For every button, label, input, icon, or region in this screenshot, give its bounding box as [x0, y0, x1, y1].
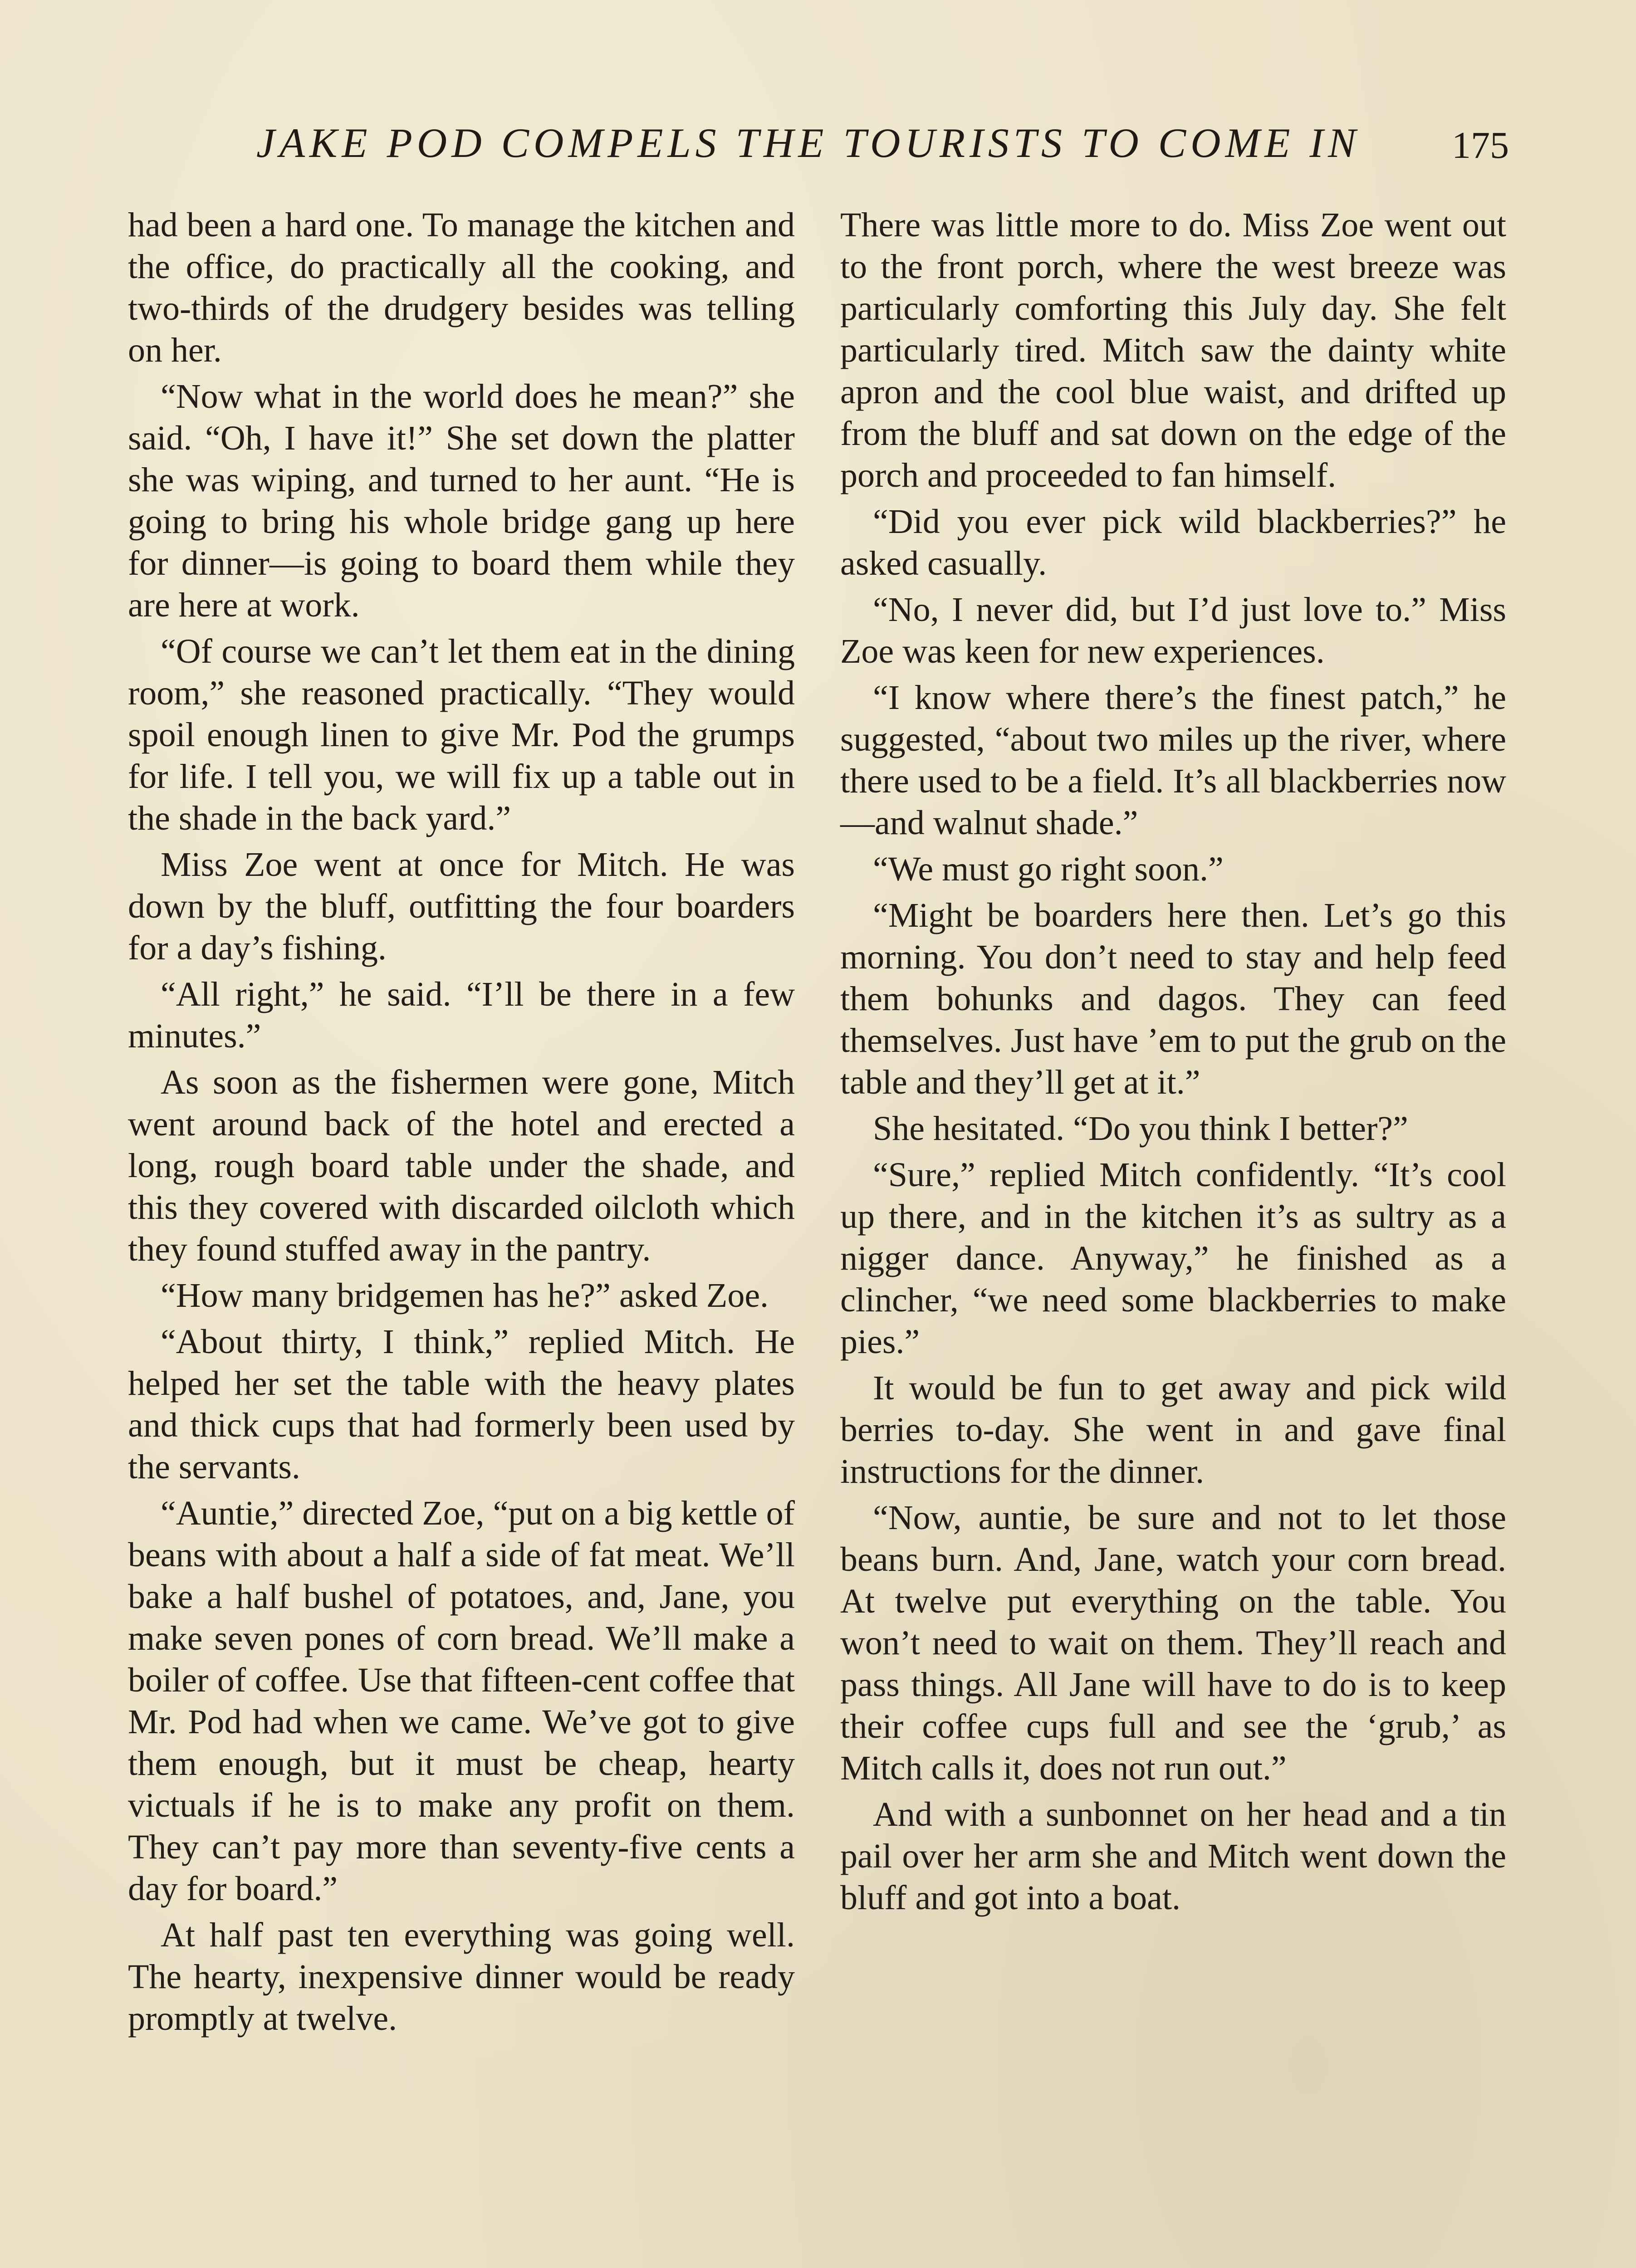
- running-head: JAKE POD COMPELS THE TOURISTS TO COME IN: [256, 120, 1361, 166]
- paragraph: Miss Zoe went at once for Mitch. He was down by the bluff, outfitting the four boarders for a day’s fishing.: [128, 846, 795, 967]
- paragraph: “How many bridgemen has he?” asked Zoe.: [161, 1276, 769, 1315]
- paragraph: “Now, auntie, be sure and not to let those beans burn. And, Jane, watch your corn bread. At twelve put everything on the table. You won’t need to wait on them. They’ll reach and pass things. All Jane will have to do is to keep their coffee cups full and see the ‘grub,’ as Mitch calls it, does not run out.”: [840, 1499, 1506, 1787]
- paragraph: “About thirty, I think,” replied Mitch. He helped her set the table with the heavy plates and thick cups that had formerly been used by the servants.: [128, 1323, 795, 1486]
- left-column: [128, 204, 795, 2044]
- paragraph: There was little more to do. Miss Zoe went out to the front porch, where the west breeze was particularly comforting this July day. She felt particularly tired. Mitch saw the dainty white apron and the cool blue waist, and drifted up from the bluff and sat down on the edge of the porch and proceeded to fan himself.: [840, 206, 1506, 494]
- paragraph: “No, I never did, but I’d just love to.” Miss Zoe was keen for new experiences.: [840, 591, 1506, 670]
- paragraph: “Sure,” replied Mitch confidently. “It’s cool up there, and in the kitchen it’s as sultry as a nigger dance. Anyway,” he finished as a clincher, “we need some blackberries to make pies.”: [840, 1156, 1506, 1361]
- paragraph: “Of course we can’t let them eat in the dining room,” she reasoned practically. “They would spoil enough linen to give Mr. Pod the grumps for life. I tell you, we will fix up a table out in the shade in the back yard.”: [128, 632, 795, 837]
- paragraph: “All right,” he said. “I’ll be there in a few minutes.”: [128, 975, 795, 1055]
- paragraph: As soon as the fishermen were gone, Mitch went around back of the hotel and erected a long, rough board table under the shade, and this they covered with discarded oilcloth which they found stuffed away in the pantry.: [128, 1063, 795, 1268]
- paragraph: “Did you ever pick wild blackberries?” he asked casually.: [840, 503, 1506, 582]
- paragraph: “Might be boarders here then. Let’s go this morning. You don’t need to stay and help feed them bohunks and dagos. They can feed themselves. Just have ’em to put the grub on the table and they’ll get at it.”: [840, 896, 1506, 1101]
- paragraph: had been a hard one. To manage the kitchen and the office, do practically all the cooking, and two-thirds of the drudgery besides was telling on her.: [128, 206, 795, 369]
- paragraph: It would be fun to get away and pick wild berries to-day. She went in and gave final instructions for the dinner.: [840, 1369, 1506, 1491]
- paragraph: “We must go right soon.”: [873, 850, 1224, 888]
- right-column: [840, 204, 1506, 1923]
- page-number: 175: [1452, 124, 1509, 166]
- paragraph: And with a sunbonnet on her head and a tin pail over her arm she and Mitch went down the bluff and got into a boat.: [840, 1795, 1506, 1917]
- paragraph: At half past ten everything was going well. The hearty, inexpensive dinner would be ready promptly at twelve.: [128, 1916, 795, 2038]
- paragraph: “Now what in the world does he mean?” she said. “Oh, I have it!” She set down the platter she was wiping, and turned to her aunt. “He is going to bring his whole bridge gang up here for dinner—is going to board them while they are here at work.: [128, 377, 795, 624]
- paragraph: “I know where there’s the finest patch,” he suggested, “about two miles up the river, where there used to be a field. It’s all blackberries now—and walnut shade.”: [840, 679, 1506, 842]
- paragraph: She hesitated. “Do you think I better?”: [873, 1110, 1408, 1148]
- paragraph: “Auntie,” directed Zoe, “put on a big kettle of beans with about a half a side of fat meat. We’ll bake a half bushel of potatoes, and, Jane, you make seven pones of corn bread. We’ll make a boiler of coffee. Use that fifteen-cent coffee that Mr. Pod had when we came. We’ve got to give them enough, but it must be cheap, hearty victuals if he is to make any profit on them. They can’t pay more than seventy-five cents a day for board.”: [128, 1494, 795, 1908]
